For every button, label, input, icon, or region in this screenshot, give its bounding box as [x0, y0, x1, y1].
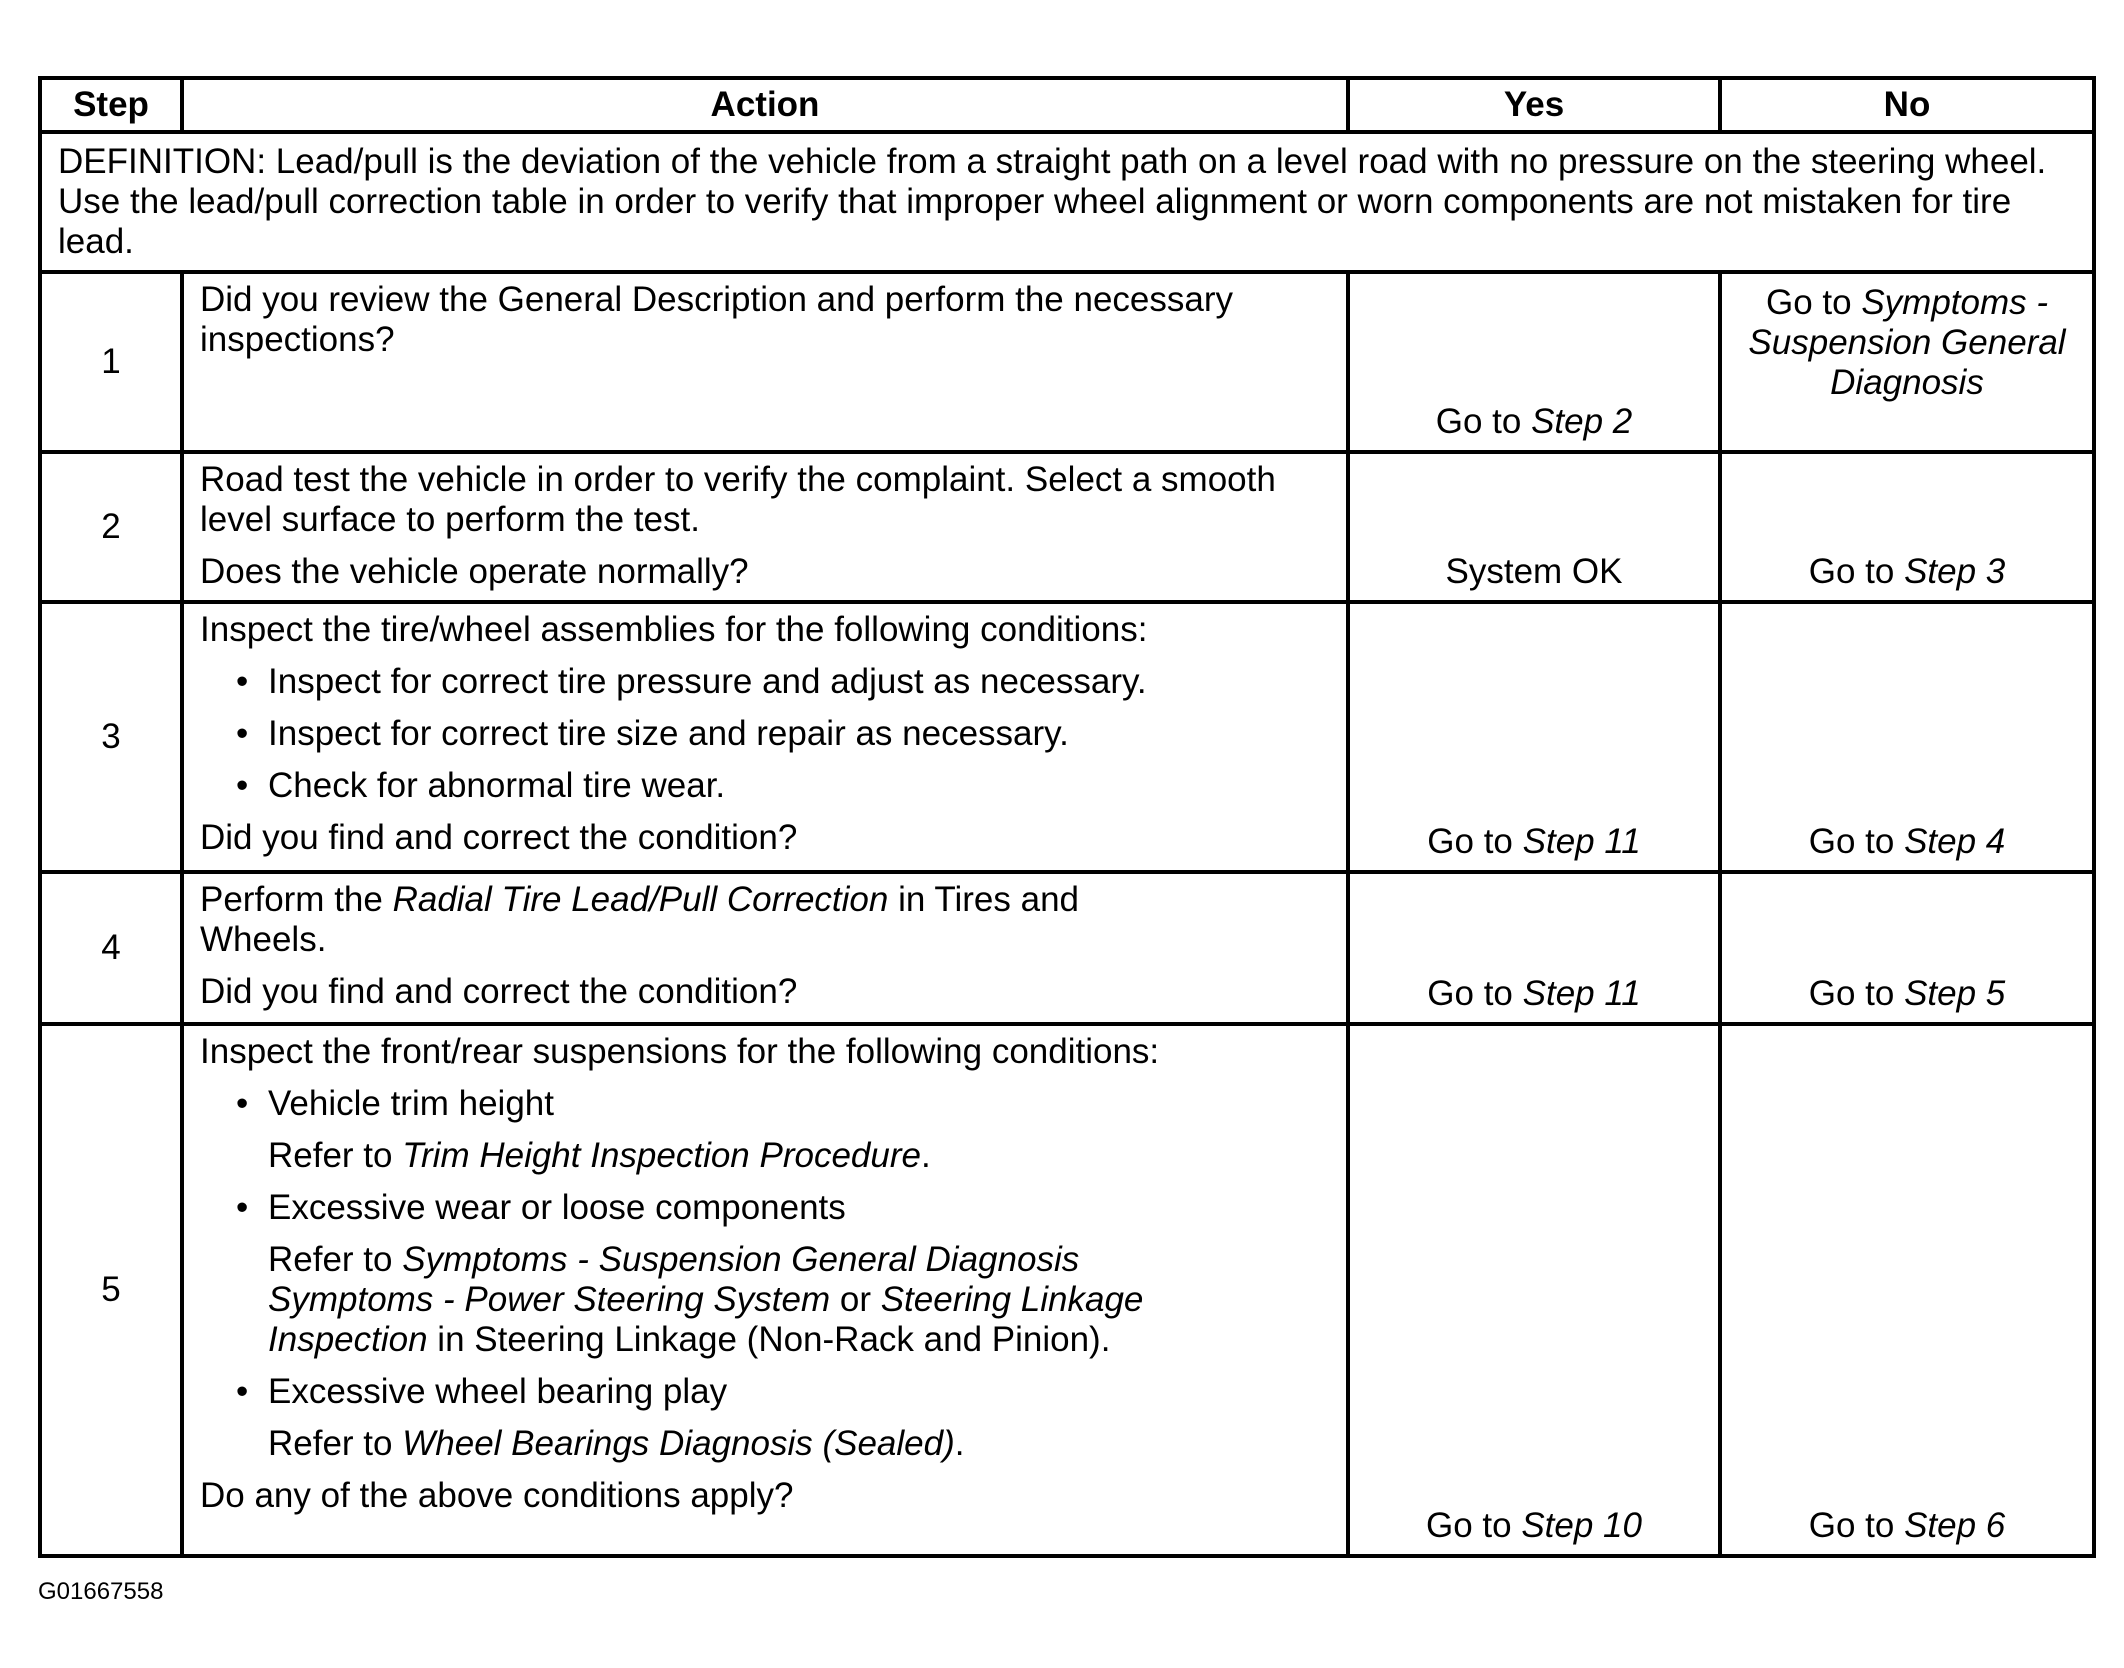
definition-text: DEFINITION: Lead/pull is the deviation of the vehicle from a straight path on a level road with no pressure on the steering wheel. Use the lead/pull correction table in order to verify that improper wheel alignment or worn components are not mistaken for tire lead. — [40, 132, 2094, 272]
no-prefix: Go to — [1808, 1506, 1905, 1545]
yes-cell — [1348, 872, 1720, 1024]
refer-suffix: . — [920, 1136, 931, 1175]
refer-suffix: in Steering Linkage (Non-Rack and Pinion). — [427, 1320, 1111, 1359]
no-cell — [1720, 452, 2094, 602]
no-step-link[interactable]: Symptoms - Suspension General Diagnosis — [1748, 283, 2066, 402]
action-cell — [182, 452, 1348, 602]
step-number: 4 — [40, 872, 182, 1024]
bullet-item: • Inspect for correct tire pressure and adjust as necessary. — [200, 662, 1330, 702]
no-cell — [1720, 602, 2094, 872]
refer-link[interactable]: Wheel Bearings Diagnosis (Sealed) — [402, 1424, 955, 1463]
step-number: 5 — [40, 1024, 182, 1556]
refer-suffix: . — [954, 1424, 965, 1463]
diagnostic-table — [38, 76, 2096, 1558]
refer-prefix: Refer to — [268, 1424, 403, 1463]
action-cell — [182, 272, 1348, 452]
no-result — [1722, 552, 2092, 592]
action-question: Did you find and correct the condition? — [200, 972, 798, 1011]
bullet-item: • Excessive wear or loose components — [200, 1188, 1330, 1228]
action-prefix: Perform the — [200, 880, 393, 919]
refer-prefix: Refer to — [268, 1136, 403, 1175]
refer-link[interactable]: Trim Height Inspection Procedure — [402, 1136, 921, 1175]
step-number: 2 — [40, 452, 182, 602]
no-prefix: Go to — [1765, 283, 1862, 322]
no-cell — [1720, 272, 2094, 452]
definition-row — [40, 132, 2094, 272]
action-text — [200, 880, 1080, 960]
refer-text — [200, 1240, 1308, 1360]
header-yes: Yes — [1348, 78, 1720, 132]
no-prefix: Go to — [1808, 822, 1905, 861]
action-intro: Inspect the front/rear suspensions for the following conditions: — [200, 1032, 1160, 1071]
yes-cell — [1348, 272, 1720, 452]
step-number: 1 — [40, 272, 182, 452]
no-step-link[interactable]: Step 3 — [1904, 552, 2006, 591]
no-step-link[interactable]: Step 4 — [1904, 822, 2006, 861]
yes-result — [1350, 822, 1718, 862]
header-step: Step — [40, 78, 182, 132]
yes-prefix: Go to — [1426, 1506, 1522, 1545]
refer-or: or — [830, 1280, 881, 1319]
action-text: Did you review the General Description and perform the necessary inspections? — [200, 280, 1233, 359]
yes-result — [1350, 1506, 1718, 1546]
action-text: Road test the vehicle in order to verify the complaint. Select a smooth level surface to perform the test. — [200, 460, 1276, 539]
action-suffix: in Tires and Wheels. — [200, 880, 1079, 959]
no-result — [1722, 974, 2092, 1014]
figure-id: G01667558 — [38, 1578, 164, 1605]
no-step-link[interactable]: Step 6 — [1904, 1506, 2006, 1545]
no-result — [1723, 275, 2091, 403]
no-prefix: Go to — [1808, 974, 1905, 1013]
refer-prefix: Refer to — [268, 1240, 403, 1279]
yes-step-link[interactable]: Step 11 — [1522, 974, 1641, 1013]
table-row — [40, 452, 2094, 602]
action-intro: Inspect the tire/wheel assemblies for the following conditions: — [200, 610, 1148, 649]
header-no: No — [1720, 78, 2094, 132]
refer-link[interactable]: Symptoms - Suspension General Diagnosis — [402, 1240, 1080, 1279]
action-question: Does the vehicle operate normally? — [200, 552, 749, 591]
refer-text — [200, 1424, 1330, 1464]
action-question: Did you find and correct the condition? — [200, 818, 798, 857]
yes-prefix: Go to — [1427, 974, 1523, 1013]
no-result — [1722, 822, 2092, 862]
bullet-item: • Vehicle trim height — [200, 1084, 1330, 1124]
yes-step-link[interactable]: Step 2 — [1531, 402, 1633, 441]
step-number: 3 — [40, 602, 182, 872]
yes-prefix: Go to — [1427, 822, 1523, 861]
table-row — [40, 272, 2094, 452]
yes-step-link[interactable]: Step 11 — [1522, 822, 1641, 861]
bullet-item: • Check for abnormal tire wear. — [200, 766, 1330, 806]
table-row — [40, 602, 2094, 872]
header-row — [40, 78, 2094, 132]
no-cell — [1720, 872, 2094, 1024]
yes-cell — [1348, 452, 1720, 602]
no-prefix: Go to — [1808, 552, 1905, 591]
action-cell — [182, 872, 1348, 1024]
action-cell — [182, 1024, 1348, 1556]
bullet-item: • Excessive wheel bearing play — [200, 1372, 1330, 1412]
no-result — [1722, 1506, 2092, 1546]
table-row — [40, 1024, 2094, 1556]
refer-link[interactable]: Steering Linkage Inspection — [268, 1280, 1144, 1359]
no-cell — [1720, 1024, 2094, 1556]
yes-prefix: Go to — [1435, 402, 1532, 441]
yes-result: System OK — [1445, 552, 1623, 591]
refer-text — [200, 1136, 1330, 1176]
yes-result — [1350, 974, 1718, 1014]
bullet-item: • Inspect for correct tire size and repair as necessary. — [200, 714, 1330, 754]
yes-result — [1350, 402, 1718, 442]
yes-step-link[interactable]: Step 10 — [1521, 1506, 1642, 1545]
action-cell — [182, 602, 1348, 872]
header-action: Action — [182, 78, 1348, 132]
no-step-link[interactable]: Step 5 — [1904, 974, 2006, 1013]
table-row — [40, 872, 2094, 1024]
yes-cell — [1348, 1024, 1720, 1556]
refer-link[interactable]: Symptoms - Power Steering System — [268, 1280, 831, 1319]
action-question: Do any of the above conditions apply? — [200, 1476, 794, 1515]
yes-cell — [1348, 602, 1720, 872]
action-link[interactable]: Radial Tire Lead/Pull Correction — [392, 880, 889, 919]
